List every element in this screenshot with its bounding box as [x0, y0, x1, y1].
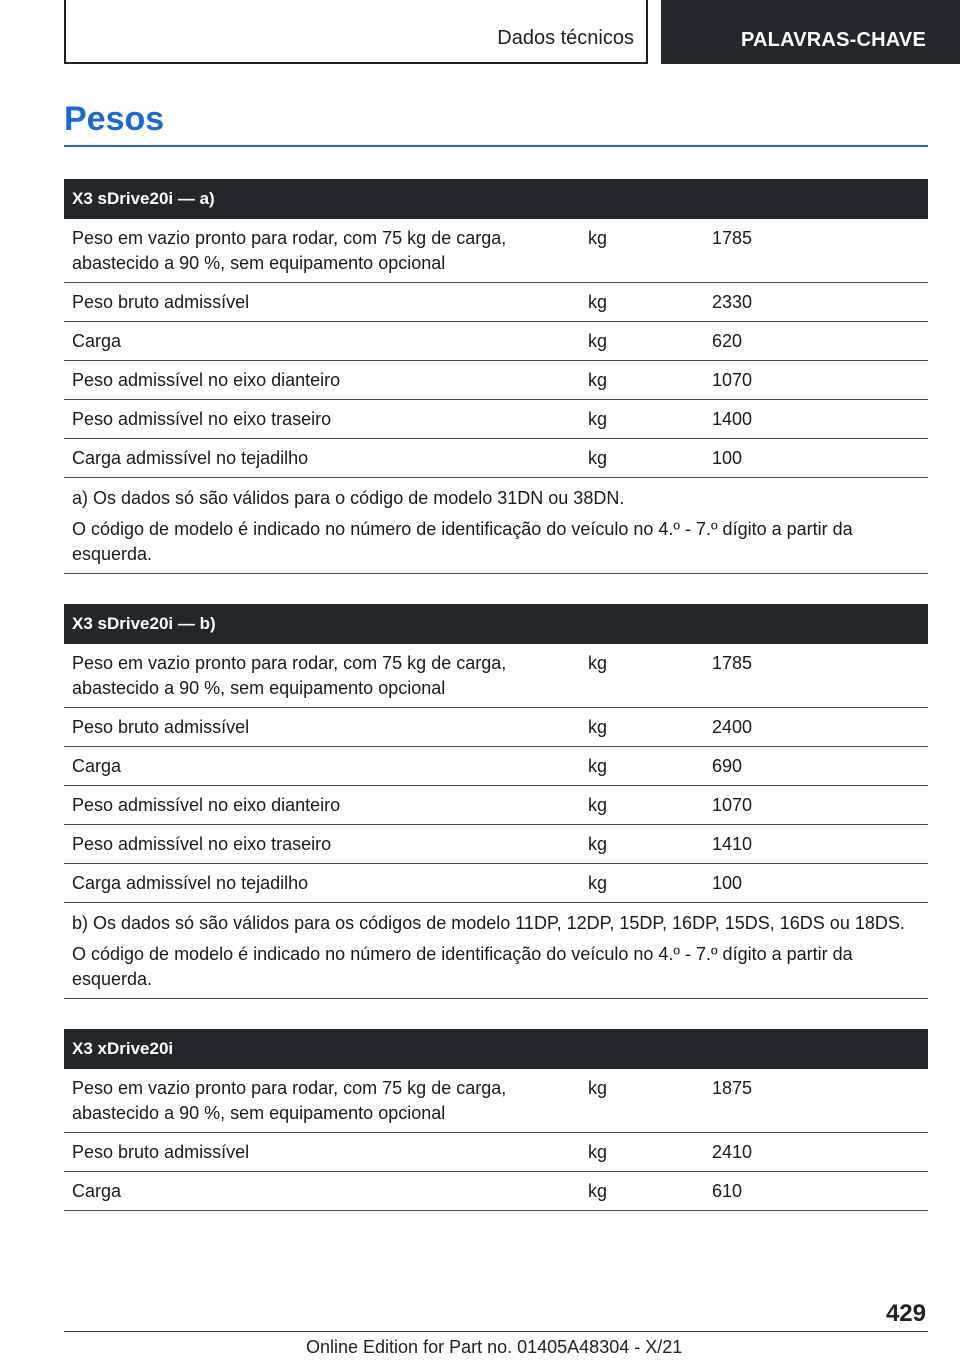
- footnote-text: O código de modelo é indicado no número de identificação do veículo no 4.º - 7.º dígito a partir da esquerda.: [72, 944, 853, 989]
- row-unit: kg: [588, 834, 608, 854]
- row-value: 1070: [712, 370, 753, 390]
- row-label: Peso em vazio pronto para rodar, com 75 kg de carga, abastecido a 90 %, sem equipamento opcional: [72, 228, 507, 273]
- table-row: [64, 1133, 928, 1172]
- row-value: 1785: [712, 653, 753, 673]
- row-value: 1410: [712, 834, 753, 854]
- footer-edition-text: Online Edition for Part no. 01405A48304 - X/21: [306, 1337, 683, 1357]
- row-label: Peso admissível no eixo traseiro: [72, 834, 332, 854]
- row-label: Carga: [72, 1181, 122, 1201]
- row-value: 2330: [712, 292, 753, 312]
- row-unit: kg: [588, 1078, 608, 1098]
- page-number: 429: [885, 1300, 926, 1327]
- row-unit: kg: [588, 228, 608, 248]
- table-row: [64, 747, 928, 786]
- row-label: Peso admissível no eixo traseiro: [72, 409, 332, 429]
- table-footnote: [64, 903, 928, 999]
- row-unit: kg: [588, 292, 608, 312]
- table-footnote: [64, 478, 928, 574]
- table-row: [64, 283, 928, 322]
- weights-table: [64, 179, 928, 574]
- row-value: 610: [712, 1181, 743, 1201]
- row-unit: kg: [588, 756, 608, 776]
- row-unit: kg: [588, 370, 608, 390]
- table-heading: X3 sDrive20i — a): [64, 179, 928, 219]
- footnote-text: a) Os dados só são válidos para o código de modelo 31DN ou 38DN.: [72, 488, 625, 508]
- row-value: 1875: [712, 1078, 753, 1098]
- keywords-tab-label: PALAVRAS-CHAVE: [740, 29, 926, 51]
- row-label: Carga: [72, 756, 122, 776]
- title-divider: [64, 145, 928, 147]
- row-label: Carga admissível no tejadilho: [72, 873, 309, 893]
- page-header: [0, 0, 960, 66]
- section-tab-label: Dados técnicos: [497, 27, 634, 49]
- row-value: 2400: [712, 717, 753, 737]
- footer-divider: [64, 1331, 928, 1332]
- table-row: [64, 322, 928, 361]
- row-value: 690: [712, 756, 743, 776]
- weights-tables: [64, 179, 928, 1241]
- row-unit: kg: [588, 795, 608, 815]
- row-unit: kg: [588, 653, 608, 673]
- row-unit: kg: [588, 331, 608, 351]
- table-row: [64, 361, 928, 400]
- table-row: [64, 439, 928, 478]
- footnote-text: O código de modelo é indicado no número de identificação do veículo no 4.º - 7.º dígito a partir da esquerda.: [72, 519, 853, 564]
- weights-table: [64, 1029, 928, 1211]
- row-unit: kg: [588, 873, 608, 893]
- row-unit: kg: [588, 409, 608, 429]
- row-value: 100: [712, 873, 743, 893]
- row-label: Peso bruto admissível: [72, 1142, 250, 1162]
- table-row: [64, 400, 928, 439]
- row-unit: kg: [588, 448, 608, 468]
- row-unit: kg: [588, 1181, 608, 1201]
- row-label: Peso admissível no eixo dianteiro: [72, 795, 341, 815]
- row-label: Peso em vazio pronto para rodar, com 75 kg de carga, abastecido a 90 %, sem equipamento opcional: [72, 1078, 507, 1123]
- row-value: 1400: [712, 409, 753, 429]
- table-heading: X3 xDrive20i: [64, 1029, 928, 1069]
- footnote-text: b) Os dados só são válidos para os códigos de modelo 11DP, 12DP, 15DP, 16DP, 15DS, 16DS ou 18DS.: [72, 913, 905, 933]
- keywords-tab[interactable]: [661, 0, 960, 64]
- row-unit: kg: [588, 717, 608, 737]
- table-row: [64, 1172, 928, 1211]
- row-value: 2410: [712, 1142, 753, 1162]
- row-value: 1070: [712, 795, 753, 815]
- row-value: 620: [712, 331, 743, 351]
- row-value: 100: [712, 448, 743, 468]
- table-row: [64, 825, 928, 864]
- table-heading: X3 sDrive20i — b): [64, 604, 928, 644]
- row-label: Peso bruto admissível: [72, 292, 250, 312]
- table-row: [64, 1069, 928, 1133]
- table-row: [64, 708, 928, 747]
- section-tab[interactable]: [64, 0, 648, 64]
- table-row: [64, 786, 928, 825]
- row-unit: kg: [588, 1142, 608, 1162]
- row-label: Carga: [72, 331, 122, 351]
- row-label: Peso em vazio pronto para rodar, com 75 kg de carga, abastecido a 90 %, sem equipamento opcional: [72, 653, 507, 698]
- page-title: Pesos: [64, 100, 165, 138]
- weights-table: [64, 604, 928, 999]
- row-label: Peso bruto admissível: [72, 717, 250, 737]
- row-label: Carga admissível no tejadilho: [72, 448, 309, 468]
- row-label: Peso admissível no eixo dianteiro: [72, 370, 341, 390]
- row-value: 1785: [712, 228, 753, 248]
- table-row: [64, 219, 928, 283]
- table-row: [64, 644, 928, 708]
- table-row: [64, 864, 928, 903]
